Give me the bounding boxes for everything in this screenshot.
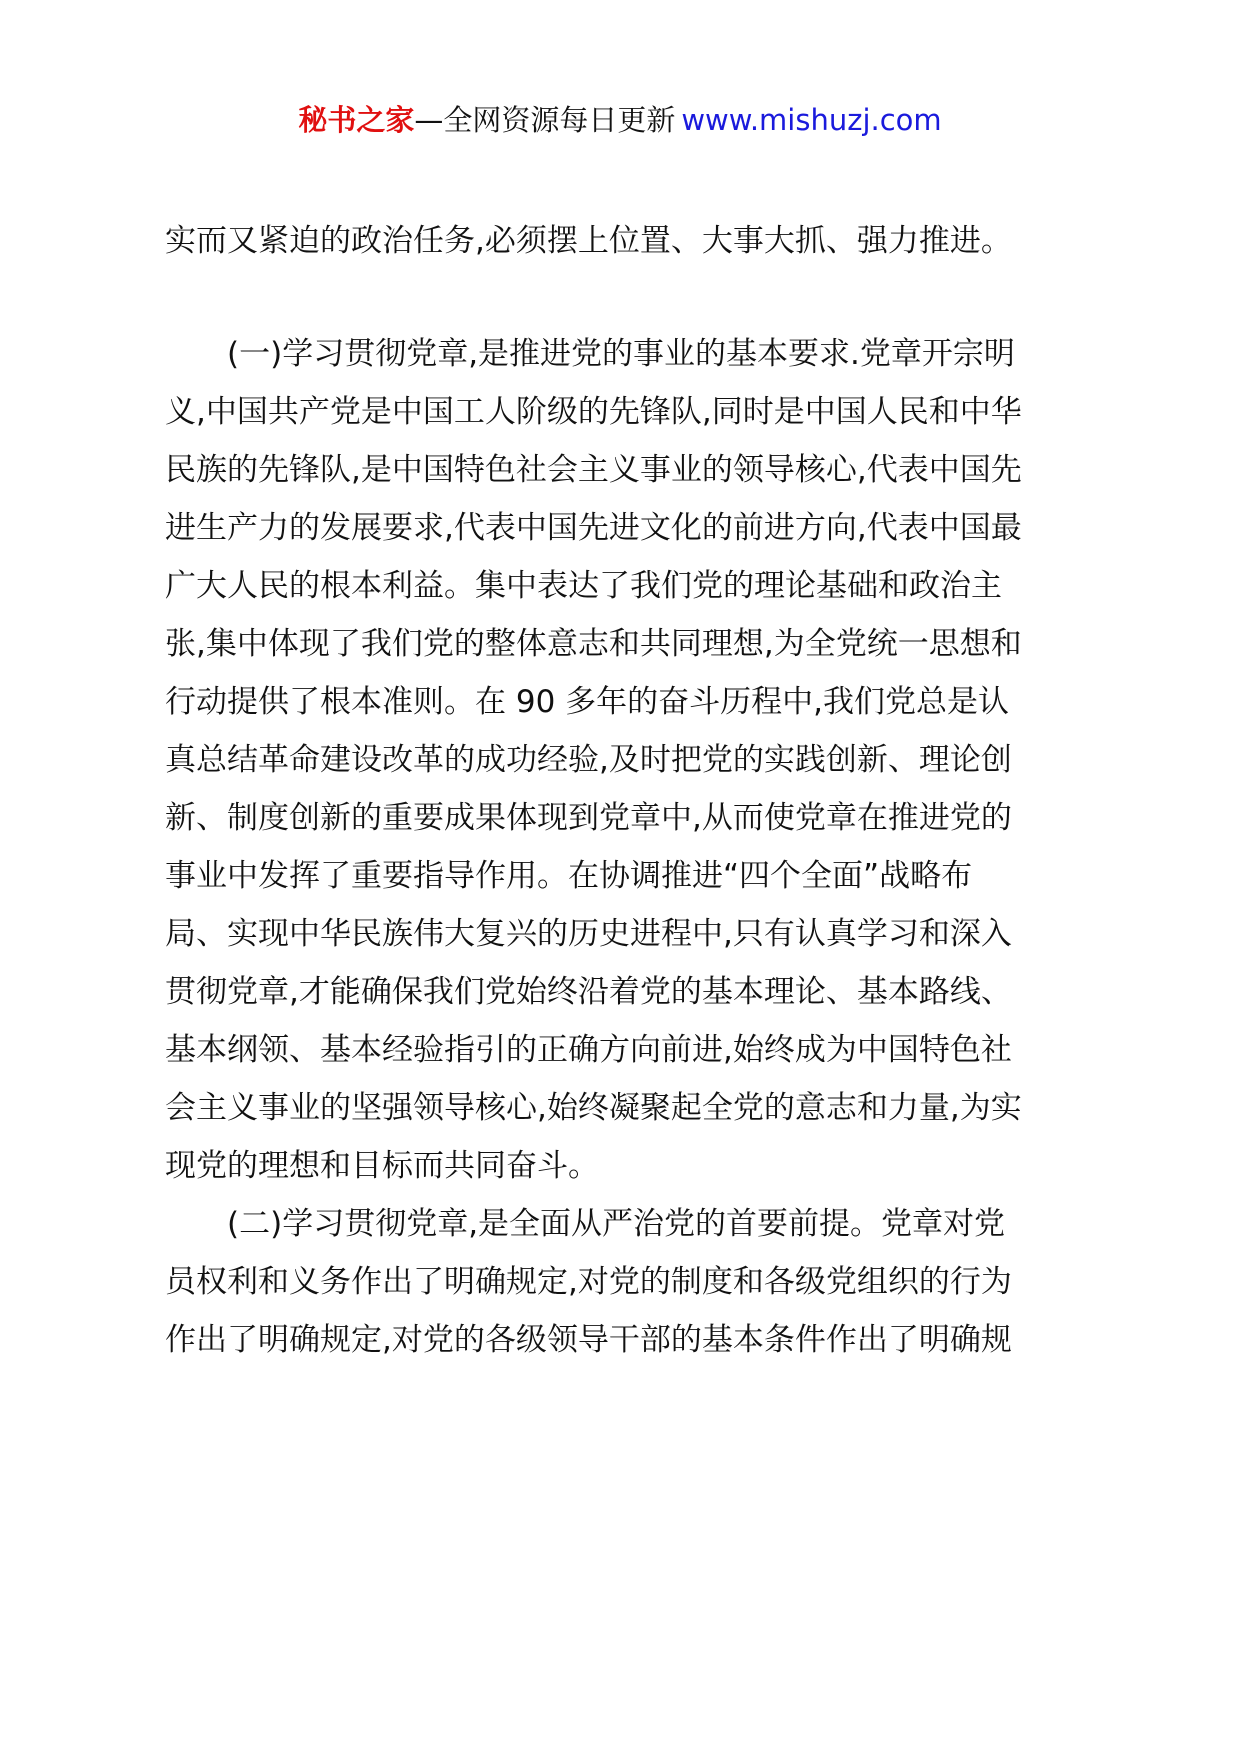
text-line: 广大人民的根本利益。集中表达了我们党的理论基础和政治主 [165,568,1002,604]
text-line: 义,中国共产党是中国工人阶级的先锋队,同时是中国人民和中华 [165,394,1022,430]
text-line: 真总结革命建设改革的成功经验,及时把党的实践创新、理论创 [165,742,1012,778]
text-line: 新、制度创新的重要成果体现到党章中,从而使党章在推进党的 [165,800,1012,836]
text-line: 贯彻党章,才能确保我们党始终沿着党的基本理论、基本路线、 [165,974,1012,1010]
text-line: 员权利和义务作出了明确规定,对党的制度和各级党组织的行为 [165,1264,1012,1300]
paragraph-2-first-line: (二)学习贯彻党章,是全面从严治党的首要前提。党章对党 [227,1206,1006,1242]
site-brand: 秘书之家 [298,103,415,137]
text-line: 进生产力的发展要求,代表中国先进文化的前进方向,代表中国最 [165,510,1022,546]
site-url[interactable]: www.mishuzj.com [681,103,942,137]
site-tagline: —全网资源每日更新 [414,103,676,137]
text-line: 局、实现中华民族伟大复兴的历史进程中,只有认真学习和深入 [165,916,1012,952]
text-line: 现党的理想和目标而共同奋斗。 [165,1148,599,1184]
text-line: 会主义事业的坚强领导核心,始终凝聚起全党的意志和力量,为实 [165,1090,1022,1126]
text-line: 民族的先锋队,是中国特色社会主义事业的领导核心,代表中国先 [165,452,1022,488]
text-line: 行动提供了根本准则。在 90 多年的奋斗历程中,我们党总是认 [165,684,1010,720]
text-line: 张,集中体现了我们党的整体意志和共同理想,为全党统一思想和 [165,626,1022,662]
text-line: 实而又紧迫的政治任务,必须摆上位置、大事大抓、强力推进。 [165,223,1012,259]
text-line: 基本纲领、基本经验指引的正确方向前进,始终成为中国特色社 [165,1032,1012,1068]
site-header [0,100,1240,140]
text-line: 作出了明确规定,对党的各级领导干部的基本条件作出了明确规 [165,1322,1012,1358]
text-line: 事业中发挥了重要指导作用。在协调推进“四个全面”战略布 [165,858,973,894]
paragraph-1-first-line: (一)学习贯彻党章,是推进党的事业的基本要求.党章开宗明 [227,336,1015,372]
